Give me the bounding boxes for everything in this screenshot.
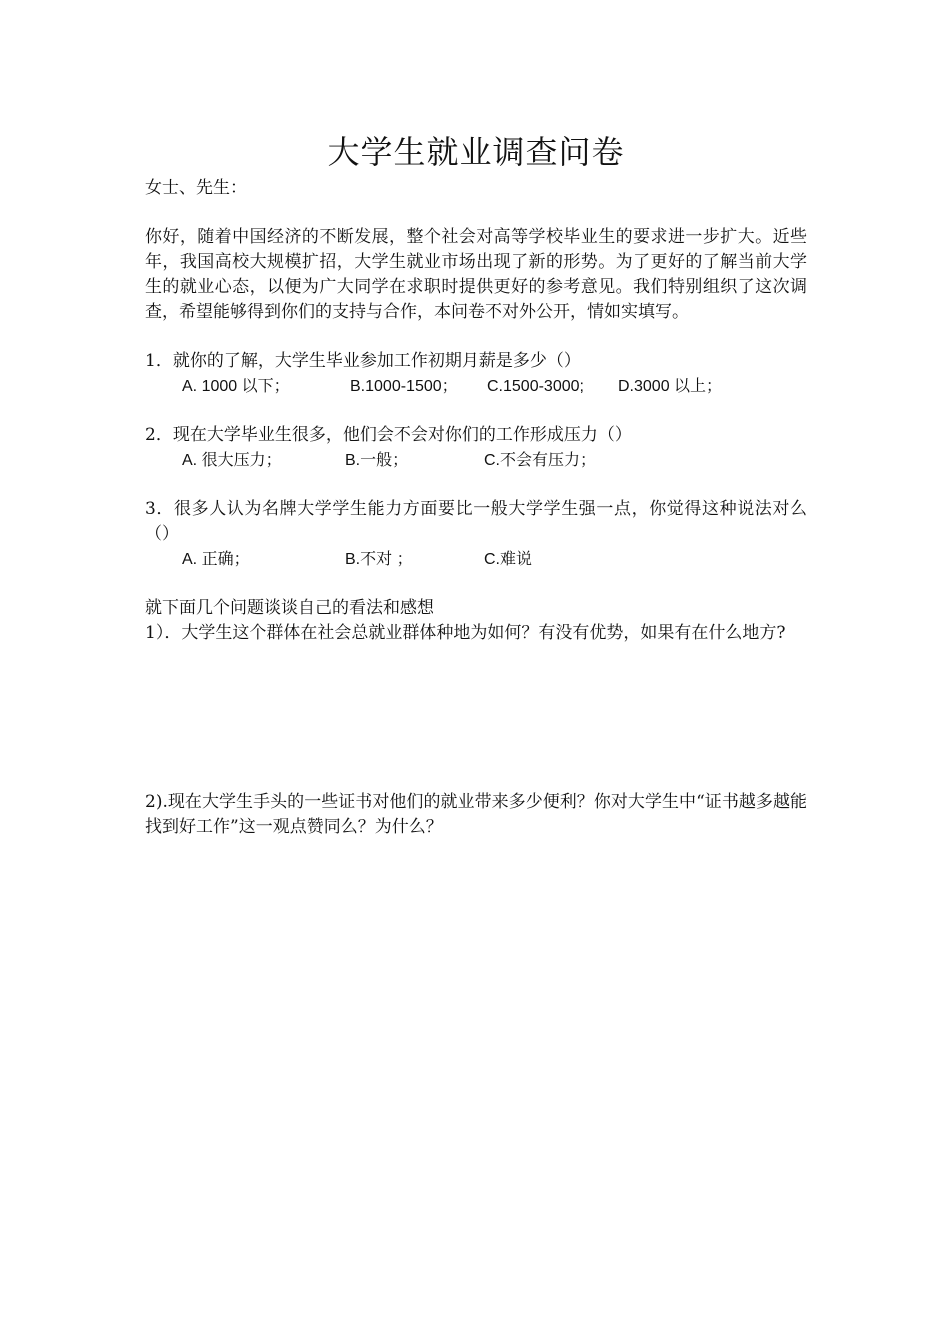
- document-page: [145, 128, 807, 840]
- question-3-options: [145, 547, 807, 572]
- option-b: B.1000-1500；: [350, 378, 458, 395]
- question-3: 3．很多人认为名牌大学学生能力方面要比一般大学学生强一点，你觉得这种说法对么（）: [145, 499, 807, 544]
- spacer: [145, 399, 807, 423]
- option-a: A. 正确；: [182, 551, 250, 568]
- salutation: 女士、先生：: [145, 178, 247, 198]
- option-b: B.一般；: [345, 452, 409, 469]
- spacer: [145, 473, 807, 497]
- intro-paragraph: 你好，随着中国经济的不断发展，整个社会对高等学校毕业生的要求进一步扩大。近些年，我国高校大规模扩招，大学生就业市场出现了新的形势。为了更好的了解当前大学生的就业心态，以便为广大同学在求职时提供更好的参考意见。我们特别组织了这次调查，希望能够得到你们的支持与合作，本问卷不对外公开，情如实填写。: [145, 227, 807, 322]
- answer-space[interactable]: [145, 646, 807, 790]
- open-question-1: 1）．大学生这个群体在社会总就业群体种地为如何？有没有优势，如果有在什么地方?: [145, 623, 786, 643]
- option-a: A. 很大压力；: [182, 452, 282, 469]
- question-2: 2．现在大学毕业生很多，他们会不会对你们的工作形成压力（）: [145, 425, 632, 445]
- question-2-options: [145, 448, 807, 473]
- page-title: 大学生就业调查问卷: [327, 133, 625, 171]
- spacer: [145, 201, 807, 225]
- option-c: C.难说: [484, 551, 533, 568]
- open-question-2: 2).现在大学生手头的一些证书对他们的就业带来多少便利？你对大学生中“证书越多越能找到好工作”这一观点赞同么？为什么？: [145, 792, 807, 837]
- question-1-options: [145, 374, 807, 399]
- option-c: C.不会有压力；: [484, 452, 597, 469]
- option-d: D.3000 以上；: [618, 378, 723, 395]
- spacer: [145, 325, 807, 349]
- spacer: [145, 572, 807, 596]
- option-a: A. 1000 以下；: [182, 378, 290, 395]
- open-section-heading: 就下面几个问题谈谈自己的看法和感想: [145, 598, 434, 618]
- option-c: C.1500-3000;: [487, 378, 584, 395]
- option-b: B.不对 ；: [345, 551, 413, 568]
- question-1: 1．就你的了解，大学生毕业参加工作初期月薪是多少（）: [145, 351, 581, 371]
